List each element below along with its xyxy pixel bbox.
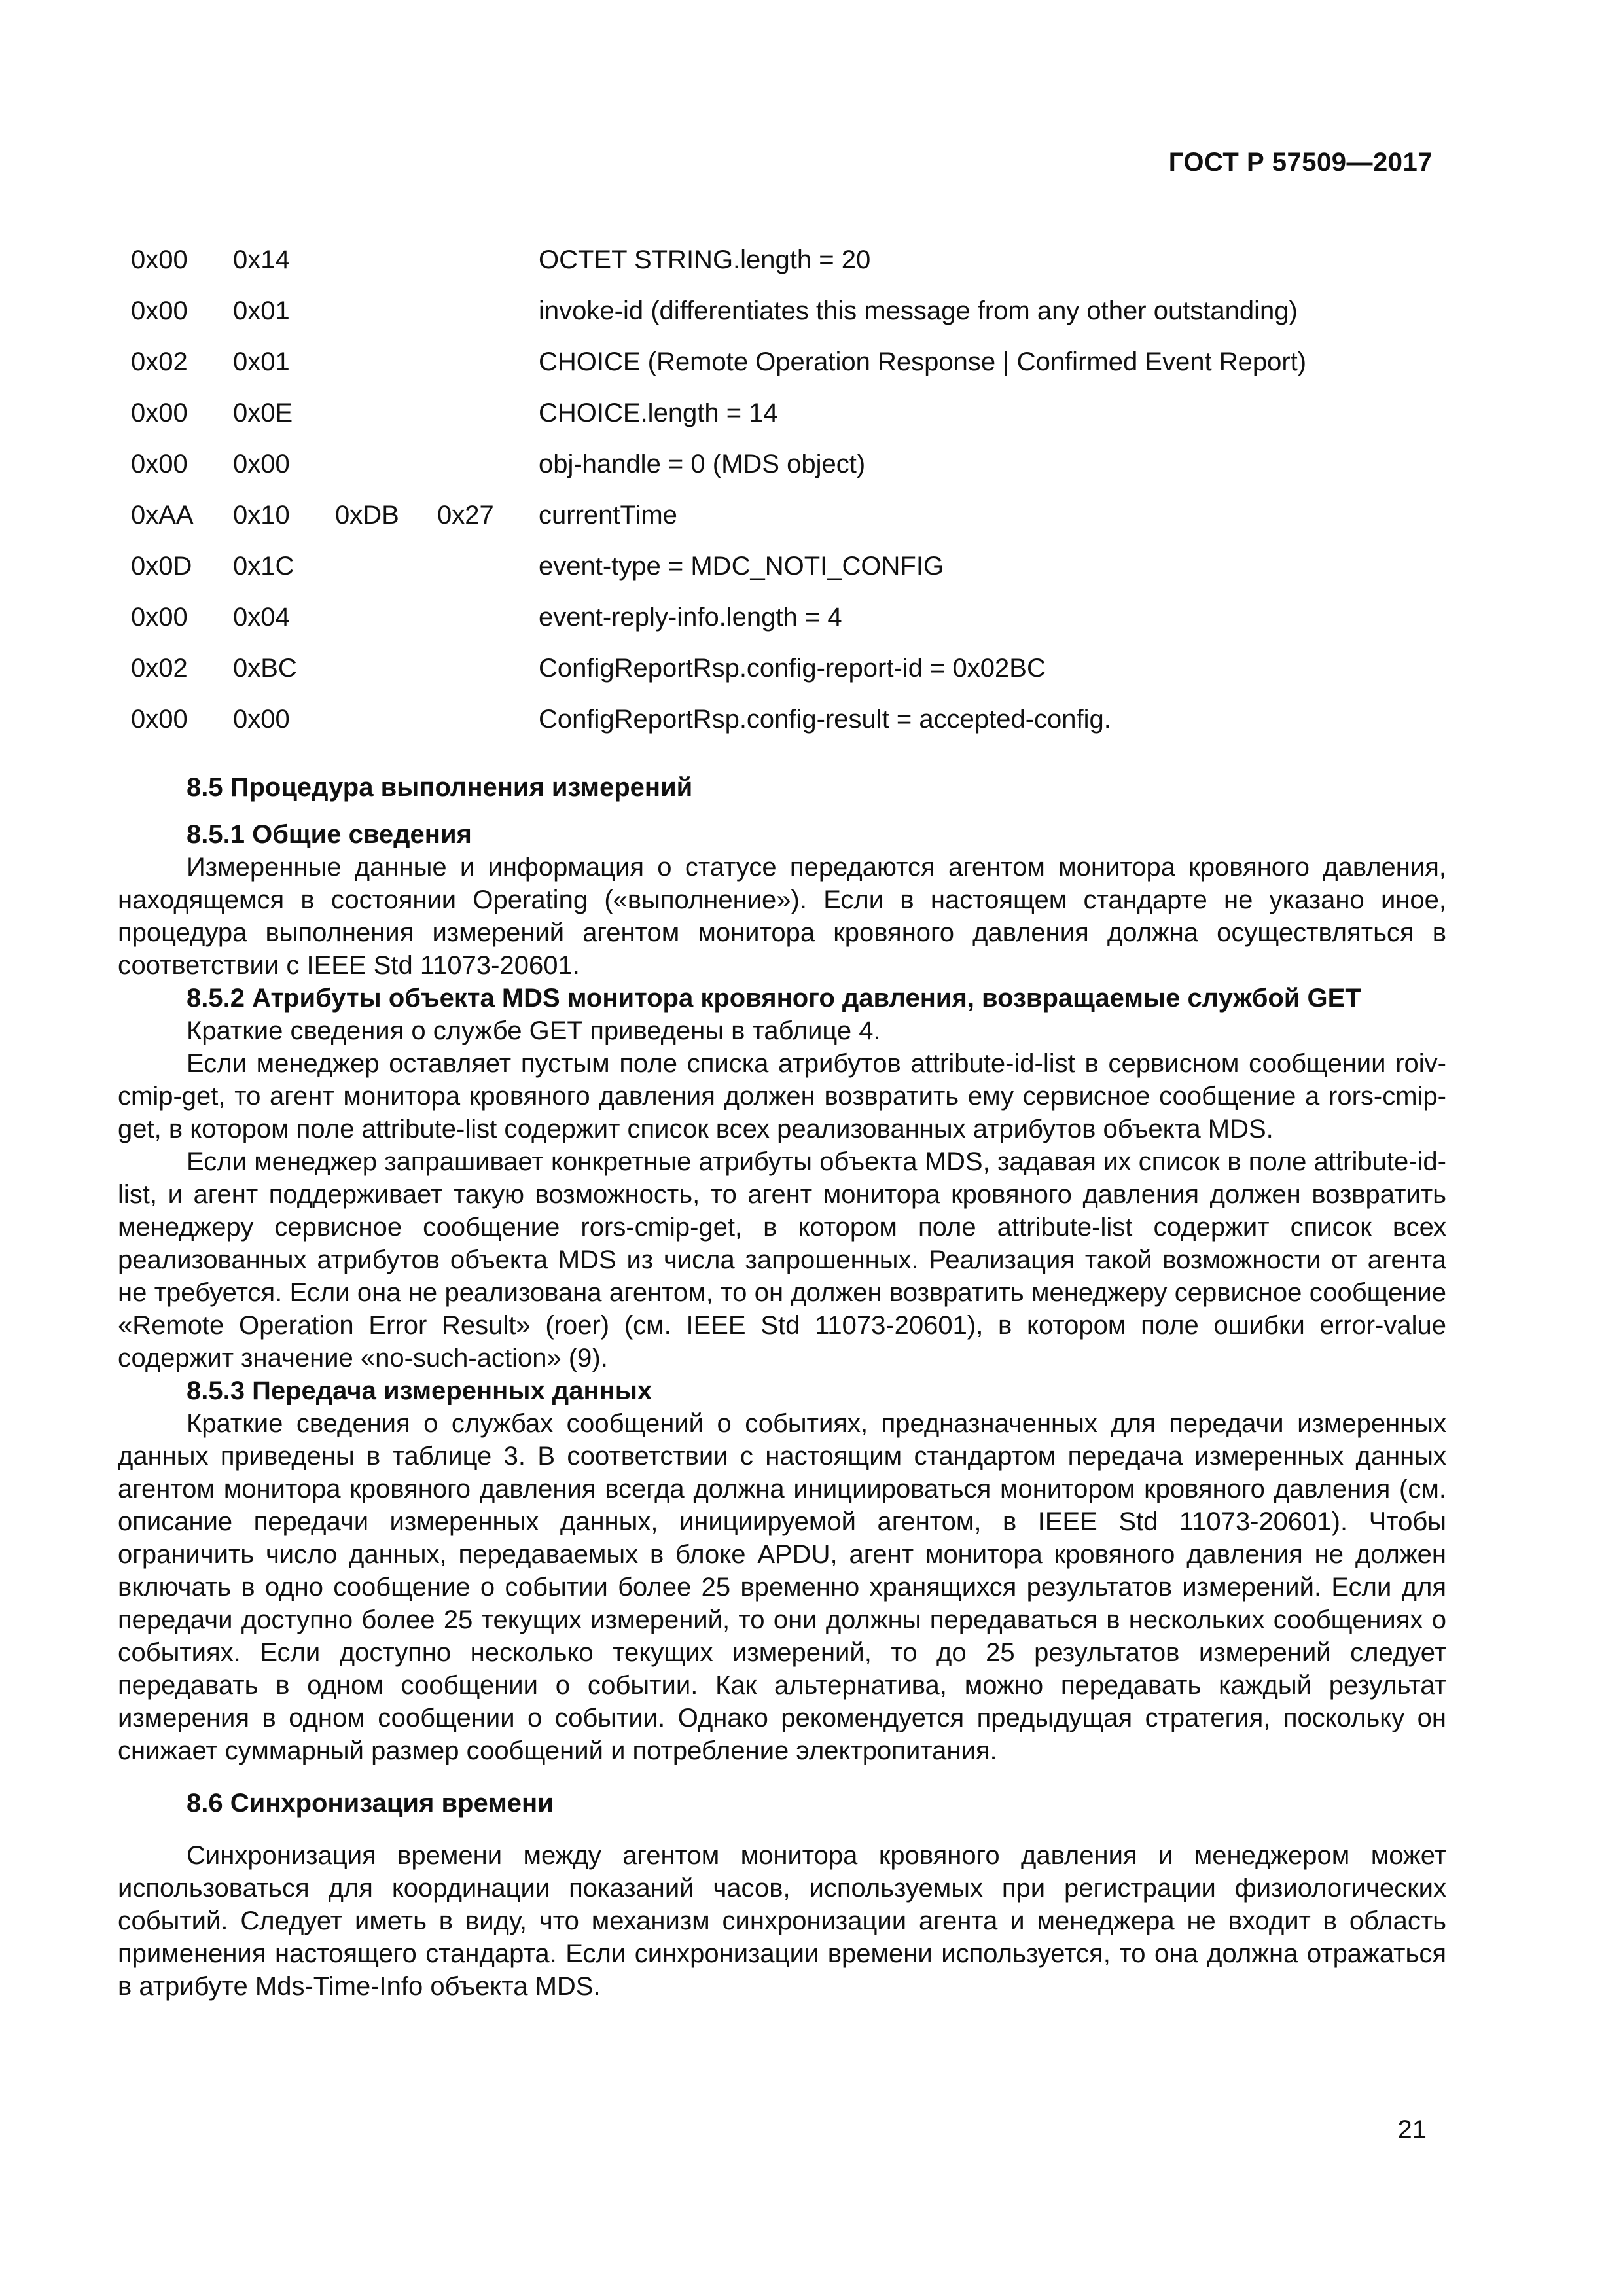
byte-4: 0x27	[437, 500, 494, 529]
byte-description: invoke-id (differentiates this message from any other outstanding)	[539, 296, 1298, 325]
table-row	[131, 541, 1440, 592]
byte-2: 0x00	[233, 704, 290, 734]
byte-1: 0x0D	[131, 551, 192, 581]
byte-description: obj-handle = 0 (MDS object)	[539, 449, 866, 478]
byte-1: 0x00	[131, 296, 188, 325]
byte-description: currentTime	[539, 500, 677, 529]
byte-description: event-type = MDC_NOTI_CONFIG	[539, 551, 944, 581]
paragraph: Измеренные данные и информация о статусе передаются агентом монитора кровяного давления, находящемся в состоянии Operating («выполнение»). Если в настоящем стандарте не указано иное, процедура выполнения измерений агентом монитора кровяного давления должна осуществляться в соответствии с IEEE Std 11073-20601.	[118, 853, 1446, 980]
byte-2: 0x1C	[233, 551, 294, 581]
byte-2: 0x01	[233, 347, 290, 376]
byte-1: 0x00	[131, 245, 188, 274]
table-row	[131, 234, 1440, 285]
byte-2: 0x00	[233, 449, 290, 478]
byte-2: 0xBC	[233, 653, 297, 683]
byte-description: CHOICE (Remote Operation Response | Confirmed Event Report)	[539, 347, 1307, 376]
table-row	[131, 694, 1440, 745]
byte-1: 0x00	[131, 398, 188, 427]
byte-1: 0x00	[131, 602, 188, 632]
table-row	[131, 439, 1440, 490]
byte-1: 0x00	[131, 704, 188, 734]
byte-2: 0x0E	[233, 398, 293, 427]
byte-1: 0x00	[131, 449, 188, 478]
byte-encoding-table	[131, 234, 1440, 745]
table-row	[131, 592, 1440, 643]
table-row	[131, 643, 1440, 694]
subsection-heading-8-5-3: 8.5.3 Передача измеренных данных	[187, 1376, 652, 1405]
paragraph: Если менеджер оставляет пустым поле списка атрибутов attribute-id-list в сервисном сообщении roiv-cmip-get, то агент монитора кровяного давления должен возвратить ему сервисное сообщение a rors-cmip-get, в котором поле attribute-list содержит список всех реализованных атрибутов объекта MDS.	[118, 1049, 1446, 1143]
byte-description: CHOICE.length = 14	[539, 398, 778, 427]
byte-3: 0xDB	[335, 500, 399, 529]
section-heading-8-6: 8.6 Синхронизация времени	[187, 1789, 554, 1818]
document-body	[118, 771, 1446, 2003]
subsection-heading-8-5-1: 8.5.1 Общие сведения	[187, 820, 472, 849]
paragraph: Синхронизация времени между агентом монитора кровяного давления и менеджером может использоваться для координации показаний часов, используемых при регистрации физиологических событий. Следует иметь в виду, что механизм синхронизации агента и менеджера не входит в область применения настоящего стандарта. Если синхронизации времени используется, то она должна отражаться в атрибуте Mds-Time-Info объекта MDS.	[118, 1841, 1446, 2001]
byte-2: 0x04	[233, 602, 290, 632]
table-row	[131, 387, 1440, 439]
byte-description: ConfigReportRsp.config-result = accepted-config.	[539, 704, 1111, 734]
byte-description: event-reply-info.length = 4	[539, 602, 842, 632]
table-row	[131, 490, 1440, 541]
byte-2: 0x01	[233, 296, 290, 325]
byte-description: OCTET STRING.length = 20	[539, 245, 871, 274]
byte-description: ConfigReportRsp.config-report-id = 0x02BC	[539, 653, 1046, 683]
byte-1: 0x02	[131, 347, 188, 376]
paragraph: Если менеджер запрашивает конкретные атрибуты объекта MDS, задавая их список в поле attribute-id-list, и агент поддерживает такую возможность, то агент монитора кровяного давления должен возвратить менеджеру сервисное сообщение rors-cmip-get, в котором поле attribute-list содержит список всех реализованных атрибутов объекта MDS из числа запрошенных. Реализация такой возможности от агента не требуется. Если она не реализована агентом, то он должен возвратить менеджеру сервисное сообщение «Remote Operation Error Result» (roer) (см. IEEE Std 11073-20601), в котором поле ошибки error-value содержит значение «no-such-action» (9).	[118, 1147, 1446, 1372]
table-row	[131, 285, 1440, 336]
byte-2: 0x14	[233, 245, 290, 274]
page-number: 21	[1397, 2115, 1427, 2144]
byte-2: 0x10	[233, 500, 290, 529]
subsection-heading-8-5-2: 8.5.2 Атрибуты объекта MDS монитора кровяного давления, возвращаемые службой GET	[187, 984, 1361, 1013]
standard-designation: ГОСТ Р 57509—2017	[1168, 148, 1433, 177]
paragraph: Краткие сведения о службах сообщений о событиях, предназначенных для передачи измеренных данных приведены в таблице 3. В соответствии с настоящим стандартом передача измеренных данных агентом монитора кровяного давления всегда должна инициироваться монитором кровяного давления (см. описание передачи измеренных данных, инициируемой агентом, в IEEE Std 11073-20601). Чтобы ограничить число данных, передаваемых в блоке APDU, агент монитора кровяного давления не должен включать в одно сообщение о событии более 25 временно хранящихся результатов измерений. Если для передачи доступно более 25 текущих измерений, то они должны передаваться в нескольких сообщениях о событиях. Если доступно несколько текущих измерений, то до 25 результатов измерений следует передавать в одном сообщении о событии. Как альтернатива, можно передавать каждый результат измерения в одном сообщении о событии. Однако рекомендуется предыдущая стратегия, поскольку он снижает суммарный размер сообщений и потребление электропитания.	[118, 1409, 1446, 1765]
paragraph: Краткие сведения о службе GET приведены в таблице 4.	[187, 1016, 881, 1045]
table-row	[131, 336, 1440, 387]
byte-1: 0xAA	[131, 500, 194, 529]
byte-1: 0x02	[131, 653, 188, 683]
section-heading-8-5: 8.5 Процедура выполнения измерений	[187, 773, 693, 802]
